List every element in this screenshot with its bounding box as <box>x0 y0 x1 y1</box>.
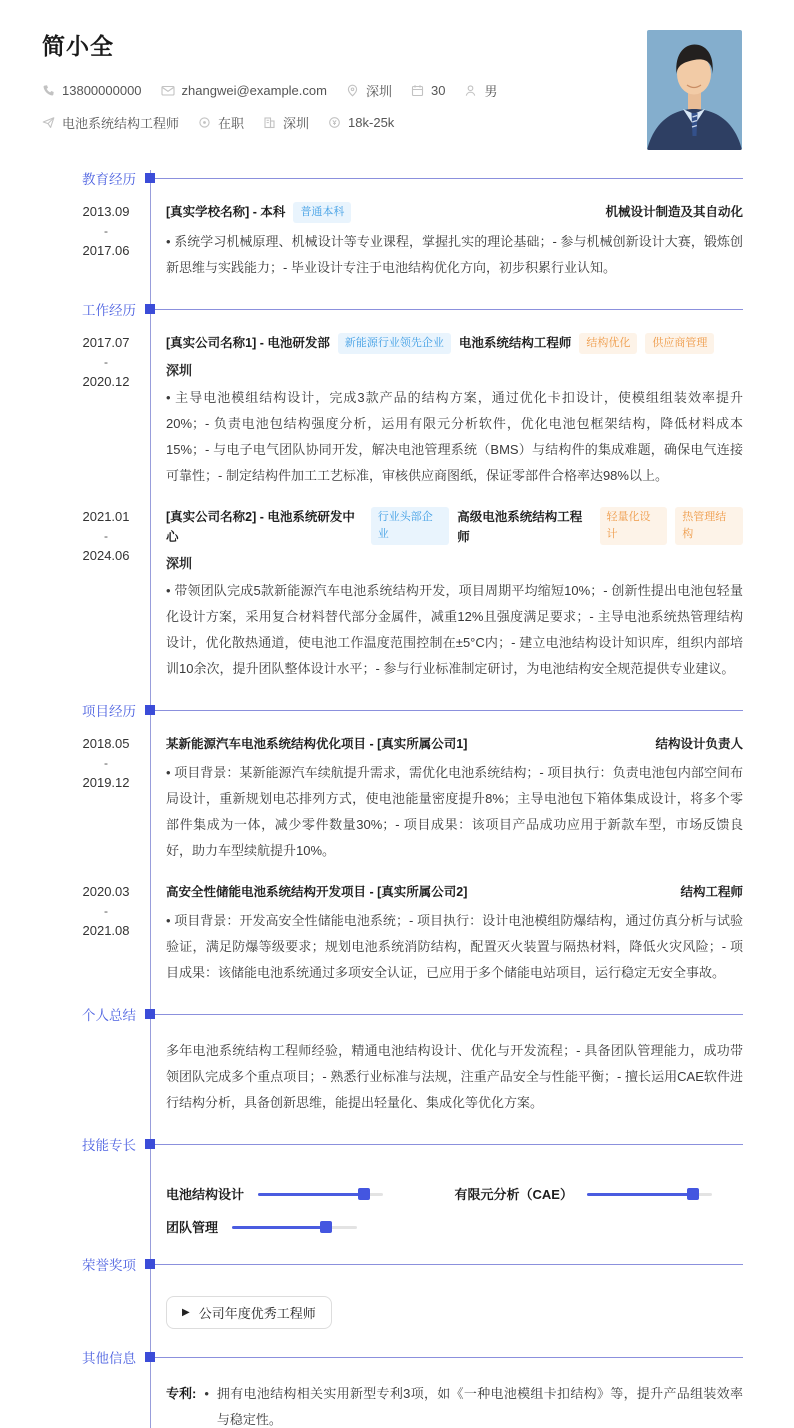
education-description: • 系统学习机械原理、机械设计等专业课程，掌握扎实的理论基础；- 参与机械创新设计大赛，锻炼创新思维与实践能力；- 毕业设计专注于电池结构优化方向，初步积累行业认知。 <box>166 234 743 276</box>
slider-fill <box>258 1193 364 1196</box>
education-date-end: 2017.06 <box>82 242 130 258</box>
project-name: 高安全性储能电池系统结构开发项目 - [真实所属公司2] <box>166 885 468 900</box>
slider-fill <box>587 1193 693 1196</box>
timeline-marker-education <box>145 173 155 183</box>
skill-slider[interactable] <box>587 1187 712 1201</box>
skill-item-battery-structure <box>166 1184 455 1203</box>
project-entry-2-dates <box>0 882 150 986</box>
section-work-header <box>0 299 743 319</box>
skill-item-fea-cae <box>455 1184 744 1203</box>
education-date-start: 2013.09 <box>82 204 130 219</box>
company-tag: 行业头部企业 <box>371 507 449 545</box>
contact-job-city-text: 深圳 <box>283 116 310 131</box>
skill-name: 团队管理 <box>166 1220 219 1236</box>
slider-handle[interactable] <box>320 1221 332 1233</box>
status-icon <box>198 116 211 129</box>
salary-icon <box>328 116 341 129</box>
skills-dates-empty <box>0 1168 150 1236</box>
contact-phone <box>42 83 142 98</box>
section-title-other: 其他信息 <box>82 1351 136 1367</box>
section-other <box>0 1347 743 1428</box>
timeline-marker-work <box>145 304 155 314</box>
other-dates-empty <box>0 1381 150 1428</box>
resume-body <box>0 168 794 1428</box>
summary-content <box>150 1038 743 1116</box>
project-name: 某新能源汽车电池系统结构优化项目 - [真实所属公司1] <box>166 737 468 752</box>
summary-text: 多年电池系统结构工程师经验，精通电池结构设计、优化与开发流程；- 具备团队管理能力，成功带领团队完成多个重点项目；- 熟悉行业标准与法规，注重产品安全与性能平衡；- 擅长运用CAE软件进行结构分析，具备创新思维，能提出轻量化、集成化等优化方案。 <box>166 1043 743 1111</box>
section-divider-education <box>155 178 743 179</box>
honors-entry <box>0 1288 743 1329</box>
skills-entry <box>0 1168 743 1236</box>
profile-photo <box>647 30 742 150</box>
work-entry-2-title-row <box>166 507 743 547</box>
contact-job-status <box>198 113 244 132</box>
patent-text: 拥有电池结构相关实用新型专利3项，如《一种电池模组卡扣结构》等，提升产品组装效率与稳定性。 <box>216 1386 743 1428</box>
resume-header <box>0 0 794 132</box>
skill-tag: 结构优化 <box>579 333 637 354</box>
section-skills <box>0 1134 743 1236</box>
section-summary <box>0 1004 743 1116</box>
section-education-header <box>0 168 743 188</box>
section-title-education: 教育经历 <box>82 172 136 187</box>
project-entry-2-date-start: 2020.03 <box>82 884 130 900</box>
section-skills-header <box>0 1134 743 1154</box>
section-education <box>0 168 743 281</box>
project-entry-1-date-start: 2018.05 <box>82 736 130 752</box>
section-divider-other <box>155 1357 743 1358</box>
education-type-tag: 普通本科 <box>293 202 351 223</box>
skill-name: 电池结构设计 <box>166 1187 245 1203</box>
position-title: 电池系统结构工程师 <box>458 336 572 351</box>
project-role: 结构设计负责人 <box>655 737 743 752</box>
education-entry <box>0 202 743 281</box>
work-entry-1-title-row <box>166 333 743 354</box>
project-entry-2-content <box>150 882 743 986</box>
honors-dates-empty <box>0 1288 150 1329</box>
contact-salary-text: 18k-25k <box>348 115 395 130</box>
section-summary-header <box>0 1004 743 1024</box>
project-entry-2-description: • 项目背景：开发高安全性储能电池系统；- 项目执行：设计电池模组防爆结构，通过仿真分析与试验验证，满足防爆等级要求；规划电池系统消防结构，配置灭火装置与隔热材料，降低火灾风险；- 项目成果：该储能电池系统通过多项安全认证，已应用于多个储能电站项目，运行稳定无安全事故。 <box>166 913 743 981</box>
project-entry-1-content <box>150 734 743 864</box>
position-title: 高级电池系统结构工程师 <box>457 510 583 545</box>
work-entry-2-content <box>150 507 743 682</box>
location-icon <box>346 84 359 97</box>
timeline-marker-skills <box>145 1139 155 1149</box>
work-entry-1-description: • 主导电池模组结构设计，完成3款产品的结构方案，通过优化卡扣设计，使模组组装效率提升20%；- 负责电池包结构强度分析，运用有限元分析软件，优化电池包框架结构，降低材料成本15%；- 与电子电气团队协同开发，解决电池管理系统（BMS）与结构件的集成难题，确保电气连接可靠性；- 制定结构件加工工艺标准，审核供应商图纸，保证零部件合格率达98%以上。 <box>166 390 743 484</box>
project-entry-2-date-end: 2021.08 <box>82 922 130 938</box>
section-divider-honors <box>155 1264 743 1265</box>
city-icon <box>263 116 276 129</box>
contact-job-status-text: 在职 <box>218 116 245 131</box>
gender-icon <box>464 84 477 97</box>
education-content <box>150 202 743 281</box>
skill-tag: 轻量化设计 <box>600 507 668 545</box>
contact-gender-text: 男 <box>484 84 498 99</box>
skills-grid <box>166 1184 743 1236</box>
section-title-skills: 技能专长 <box>82 1138 136 1154</box>
education-dates <box>0 202 150 281</box>
school-name: [真实学校名称] - 本科 <box>166 205 286 219</box>
work-entry-2-date-end: 2024.06 <box>82 547 130 563</box>
section-honors-header <box>0 1254 743 1274</box>
education-title-row <box>166 202 743 223</box>
phone-icon <box>42 84 55 97</box>
section-divider-summary <box>155 1014 743 1015</box>
skill-item-team-management <box>166 1217 455 1236</box>
company-tag: 新能源行业领先企业 <box>338 333 451 354</box>
project-entry-2-title-row <box>166 882 743 902</box>
patent-row <box>166 1381 743 1428</box>
section-honors <box>0 1254 743 1329</box>
project-role: 结构工程师 <box>680 885 743 900</box>
skill-tag: 供应商管理 <box>645 333 714 354</box>
section-title-honors: 荣誉奖项 <box>82 1258 136 1274</box>
project-entry-2 <box>0 882 743 986</box>
summary-entry <box>0 1038 743 1116</box>
skill-slider[interactable] <box>258 1187 383 1201</box>
contact-phone-text: 13800000000 <box>62 83 142 98</box>
timeline-marker-other <box>145 1352 155 1362</box>
work-entry-2-location: 深圳 <box>166 556 193 572</box>
other-content <box>150 1381 743 1428</box>
work-entry-2 <box>0 507 743 682</box>
honor-item[interactable] <box>166 1296 332 1329</box>
project-entry-1-date-end: 2019.12 <box>82 774 130 790</box>
profile-photo-image <box>647 30 742 150</box>
honors-content <box>150 1288 743 1329</box>
skill-slider[interactable] <box>232 1220 357 1234</box>
education-date-separator: - <box>104 224 108 239</box>
candidate-name: 简小全 <box>42 33 114 59</box>
work-entry-2-date-separator: - <box>104 529 108 544</box>
section-title-work: 工作经历 <box>82 303 136 319</box>
contact-job-city <box>263 113 309 132</box>
timeline-marker-summary <box>145 1009 155 1019</box>
slider-handle[interactable] <box>358 1188 370 1200</box>
work-entry-2-date-start: 2021.01 <box>82 509 130 525</box>
project-entry-2-date-separator: - <box>104 904 108 919</box>
section-work <box>0 299 743 682</box>
project-entry-1-dates <box>0 734 150 864</box>
work-entry-1-location: 深圳 <box>166 363 193 379</box>
work-entry-1-date-separator: - <box>104 355 108 370</box>
skill-name: 有限元分析（CAE） <box>454 1187 573 1203</box>
contact-gender <box>464 81 497 100</box>
company-name: [真实公司名称1] - 电池研发部 <box>166 336 330 351</box>
contact-job-title <box>42 113 179 132</box>
section-divider-projects <box>155 710 743 711</box>
work-entry-1-content <box>150 333 743 489</box>
project-entry-1-description: • 项目背景：某新能源汽车续航提升需求，需优化电池系统结构；- 项目执行：负责电池包内部空间布局设计，重新规划电芯排列方式，使电池能量密度提升8%；主导电池包下箱体集成设计，将多个零部件集成为一体，减少零件数量30%；- 项目成果：该项目产品成功应用于新款车型，市场反馈良好，助力车型续航提升10%。 <box>166 765 743 859</box>
section-projects <box>0 700 743 986</box>
work-entry-2-description: • 带领团队完成5款新能源汽车电池系统结构开发，项目周期平均缩短10%；- 创新性提出电池包轻量化设计方案，采用复合材料替代部分金属件，减重12%且强度满足要求；- 主导电池系统热管理结构设计，优化散热通道，使电池工作温度范围控制在±5°C内；- 建立电池结构设计知识库，组织内部培训10余次，提升团队整体设计水平；- 参与行业标准制定研讨，为电池结构安全规范提供专业建议。 <box>166 583 743 677</box>
project-entry-1 <box>0 734 743 864</box>
contact-salary <box>328 115 394 130</box>
patent-bullet: • <box>204 1386 209 1402</box>
age-icon <box>411 84 424 97</box>
patent-label: 专利: <box>166 1386 197 1402</box>
email-icon <box>161 84 175 97</box>
other-entry <box>0 1381 743 1428</box>
section-title-projects: 项目经历 <box>82 704 136 720</box>
slider-handle[interactable] <box>687 1188 699 1200</box>
contact-job-title-text: 电池系统结构工程师 <box>62 116 180 131</box>
work-entry-2-dates <box>0 507 150 682</box>
project-entry-1-date-separator: - <box>104 756 108 771</box>
work-entry-1-date-start: 2017.07 <box>82 335 130 351</box>
timeline-marker-honors <box>145 1259 155 1269</box>
section-other-header <box>0 1347 743 1367</box>
timeline-marker-projects <box>145 705 155 715</box>
section-divider-skills <box>155 1144 743 1145</box>
work-entry-1-dates <box>0 333 150 489</box>
skill-tag: 热管理结构 <box>675 507 743 545</box>
section-title-summary: 个人总结 <box>82 1008 136 1024</box>
company-name: [真实公司名称2] - 电池系统研发中心 <box>166 510 355 545</box>
section-projects-header <box>0 700 743 720</box>
slider-fill <box>232 1226 326 1229</box>
contact-location <box>346 81 392 100</box>
job-icon <box>42 116 55 129</box>
project-entry-1-title-row <box>166 734 743 754</box>
work-entry-1-date-end: 2020.12 <box>82 373 130 389</box>
education-major: 机械设计制造及其自动化 <box>605 205 743 219</box>
work-entry-1 <box>0 333 743 489</box>
play-icon: ▶ <box>182 1306 190 1318</box>
contact-location-text: 深圳 <box>365 84 392 99</box>
honor-label: 公司年度优秀工程师 <box>198 1306 316 1322</box>
skills-content <box>150 1168 743 1236</box>
contact-age-text: 30 <box>430 83 446 98</box>
contact-email-text: zhangwei@example.com <box>181 83 327 98</box>
summary-dates-empty <box>0 1038 150 1116</box>
contact-age <box>411 83 445 98</box>
section-divider-work <box>155 309 743 310</box>
contact-email <box>161 83 327 98</box>
